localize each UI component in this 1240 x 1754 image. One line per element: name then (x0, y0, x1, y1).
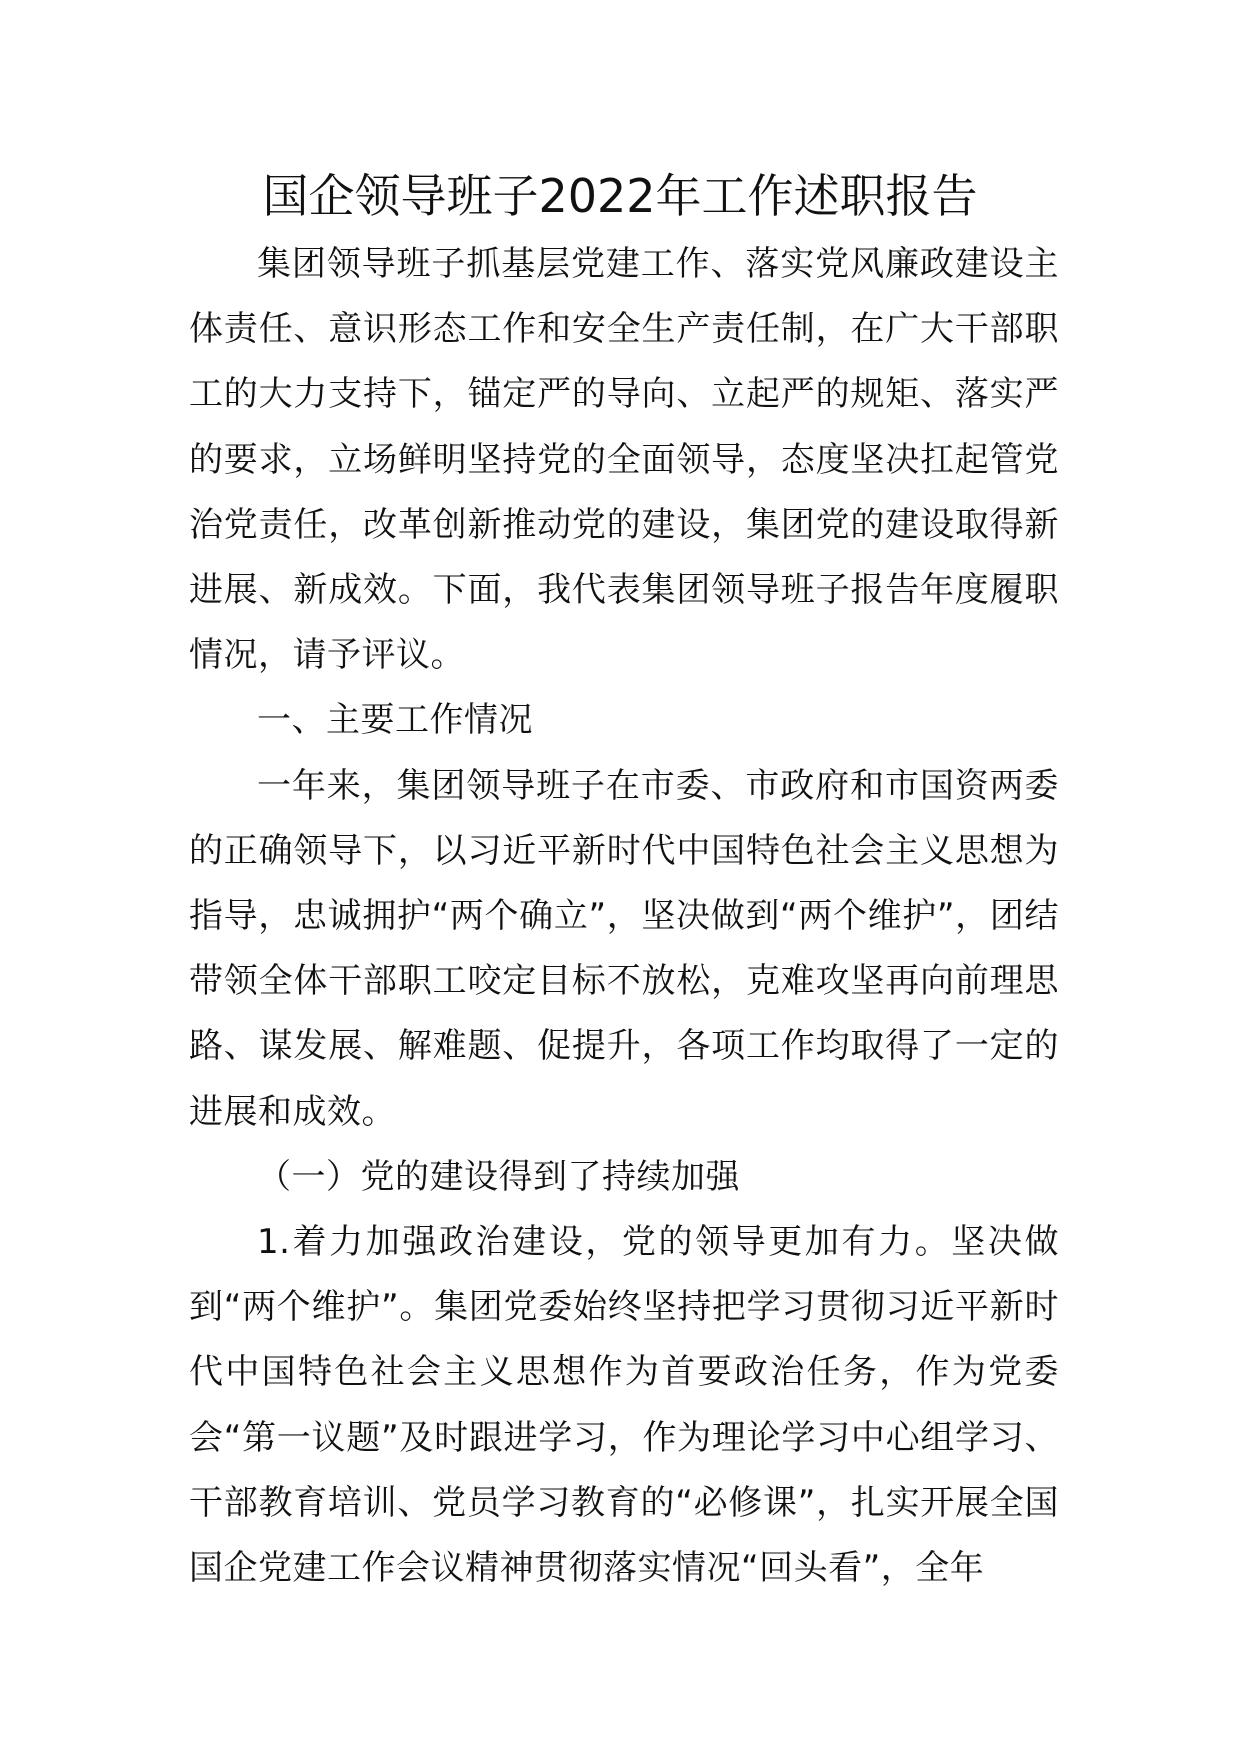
item-paragraph-political-building: 1.着力加强政治建设，党的领导更加有力。坚决做到“两个维护”。集团党委始终坚持把学习贯彻习近平新时代中国特色社会主义思想作为首要政治任务，作为党委会“第一议题”及时跟进学习，作为理论学习中心组学习、干部教育培训、党员学习教育的“必修课”，扎实开展全国国企党建工作会议精神贯彻落实情况“回头看”，全年 (189, 1222, 1059, 1589)
subsection-heading-party-building: （一）党的建设得到了持续加强 (257, 1156, 740, 1197)
section-heading-main-work: 一、主要工作情况 (257, 700, 533, 741)
intro-paragraph: 集团领导班子抓基层党建工作、落实党风廉政建设主体责任、意识形态工作和安全生产责任制，在广大干部职工的大力支持下，锚定严的导向、立起严的规矩、落实严的要求，立场鲜明坚持党的全面领导，态度坚决扛起管党治党责任，改革创新推动党的建设，集团党的建设取得新进展、新成效。下面，我代表集团领导班子报告年度履职情况，请予评议。 (189, 244, 1059, 676)
document-body (189, 232, 1059, 1601)
section-paragraph-main-work: 一年来，集团领导班子在市委、市政府和市国资两委的正确领导下，以习近平新时代中国特色社会主义思想为指导，忠诚拥护“两个确立”，坚决做到“两个维护”，团结带领全体干部职工咬定目标不放松，克难攻坚再向前理思路、谋发展、解难题、促提升，各项工作均取得了一定的进展和成效。 (189, 765, 1059, 1132)
document-title: 国企领导班子2022年工作述职报告 (262, 169, 978, 223)
